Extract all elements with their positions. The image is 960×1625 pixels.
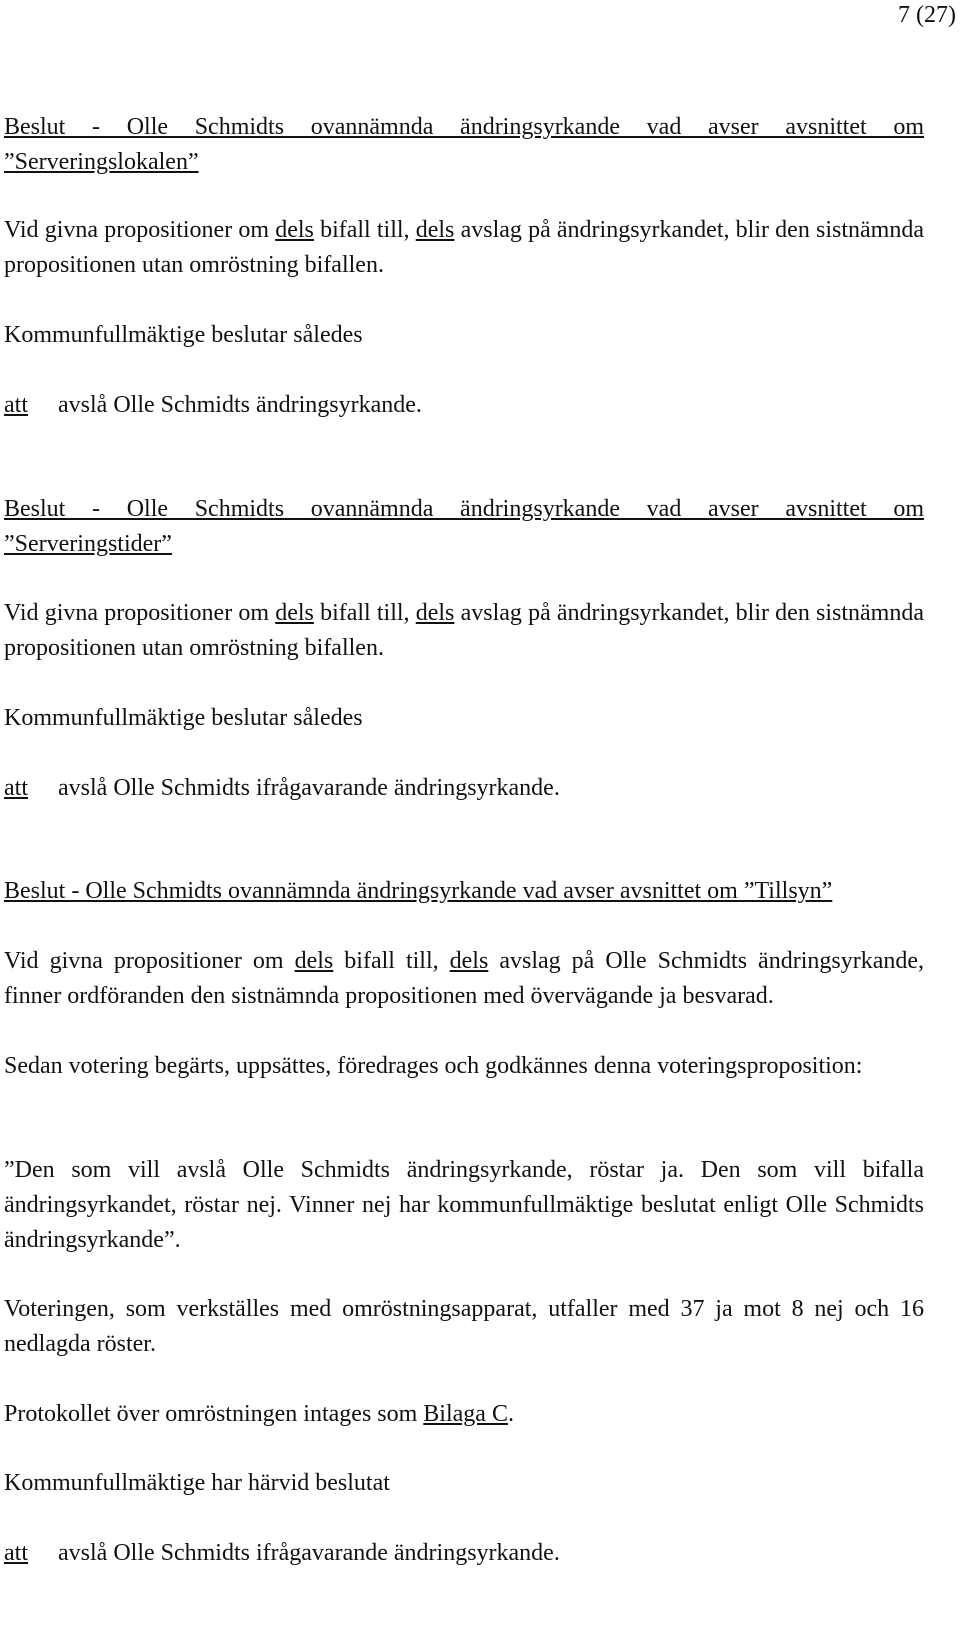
section-heading-line: ”Serveringstider”	[4, 531, 172, 557]
att-text: avslå Olle Schmidts ifrågavarande ändringsyrkande.	[58, 1540, 560, 1566]
vote-proposition-quote: ”Den som vill avslå Olle Schmidts ändringsyrkande, röstar ja. Den som vill bifalla ändringsyrkandet, röstar nej. Vinner nej har kommunfullmäktige beslutat enligt Olle Schmidts ändringsyrkande”.	[4, 1157, 924, 1253]
dels-underlined: dels	[294, 948, 334, 974]
protocol-paragraph: Protokollet över omröstningen intages som Bilaga C.	[4, 1401, 514, 1427]
att-clause	[4, 388, 924, 423]
att-clause	[4, 1536, 924, 1571]
page-number: 7 (27)	[898, 2, 956, 28]
dels-underlined: dels	[275, 600, 314, 626]
bilaga-c-link[interactable]: Bilaga C	[423, 1401, 508, 1427]
vote-result-paragraph: Voteringen, som verkställes med omröstningsapparat, utfaller med 37 ja mot 8 nej och 16 nedlagda röster.	[4, 1296, 924, 1357]
section-heading-line: Beslut - Olle Schmidts ovannämnda ändringsyrkande vad avser avsnittet om	[4, 114, 924, 140]
dels-underlined: dels	[449, 948, 489, 974]
dels-underlined: dels	[275, 217, 314, 243]
vote-request-paragraph: Sedan votering begärts, uppsättes, föredrages och godkännes denna voteringsproposition:	[4, 1053, 863, 1079]
decision-intro: Kommunfullmäktige beslutar således	[4, 322, 363, 348]
proposition-paragraph: Vid givna propositioner om dels bifall till, dels avslag på ändringsyrkandet, blir den sistnämnda propositionen utan omröstning bifallen.	[4, 600, 924, 661]
proposition-paragraph: Vid givna propositioner om dels bifall till, dels avslag på Olle Schmidts ändringsyrkande, finner ordföranden den sistnämnda propositionen med övervägande ja besvarad.	[4, 948, 924, 1009]
section-heading-tillsyn	[4, 874, 924, 909]
att-word: att	[4, 1540, 28, 1566]
proposition-paragraph: Vid givna propositioner om dels bifall till, dels avslag på ändringsyrkandet, blir den sistnämnda propositionen utan omröstning bifallen.	[4, 217, 924, 278]
decision-intro: Kommunfullmäktige har härvid beslutat	[4, 1470, 390, 1496]
section-heading-line: Beslut - Olle Schmidts ovannämnda ändringsyrkande vad avser avsnittet om ”Tillsyn”	[4, 878, 833, 904]
dels-underlined: dels	[415, 217, 455, 243]
att-word: att	[4, 392, 28, 418]
att-word: att	[4, 775, 28, 801]
decision-intro: Kommunfullmäktige beslutar således	[4, 705, 363, 731]
att-text: avslå Olle Schmidts ifrågavarande ändringsyrkande.	[58, 775, 560, 801]
section-heading-line: Beslut - Olle Schmidts ovannämnda ändringsyrkande vad avser avsnittet om	[4, 496, 924, 522]
att-text: avslå Olle Schmidts ändringsyrkande.	[58, 392, 422, 418]
section-heading-serveringstider	[4, 492, 924, 562]
att-clause	[4, 771, 924, 806]
section-heading-line: ”Serveringslokalen”	[4, 149, 199, 175]
section-heading-serveringslokalen	[4, 110, 924, 180]
dels-underlined: dels	[415, 600, 455, 626]
